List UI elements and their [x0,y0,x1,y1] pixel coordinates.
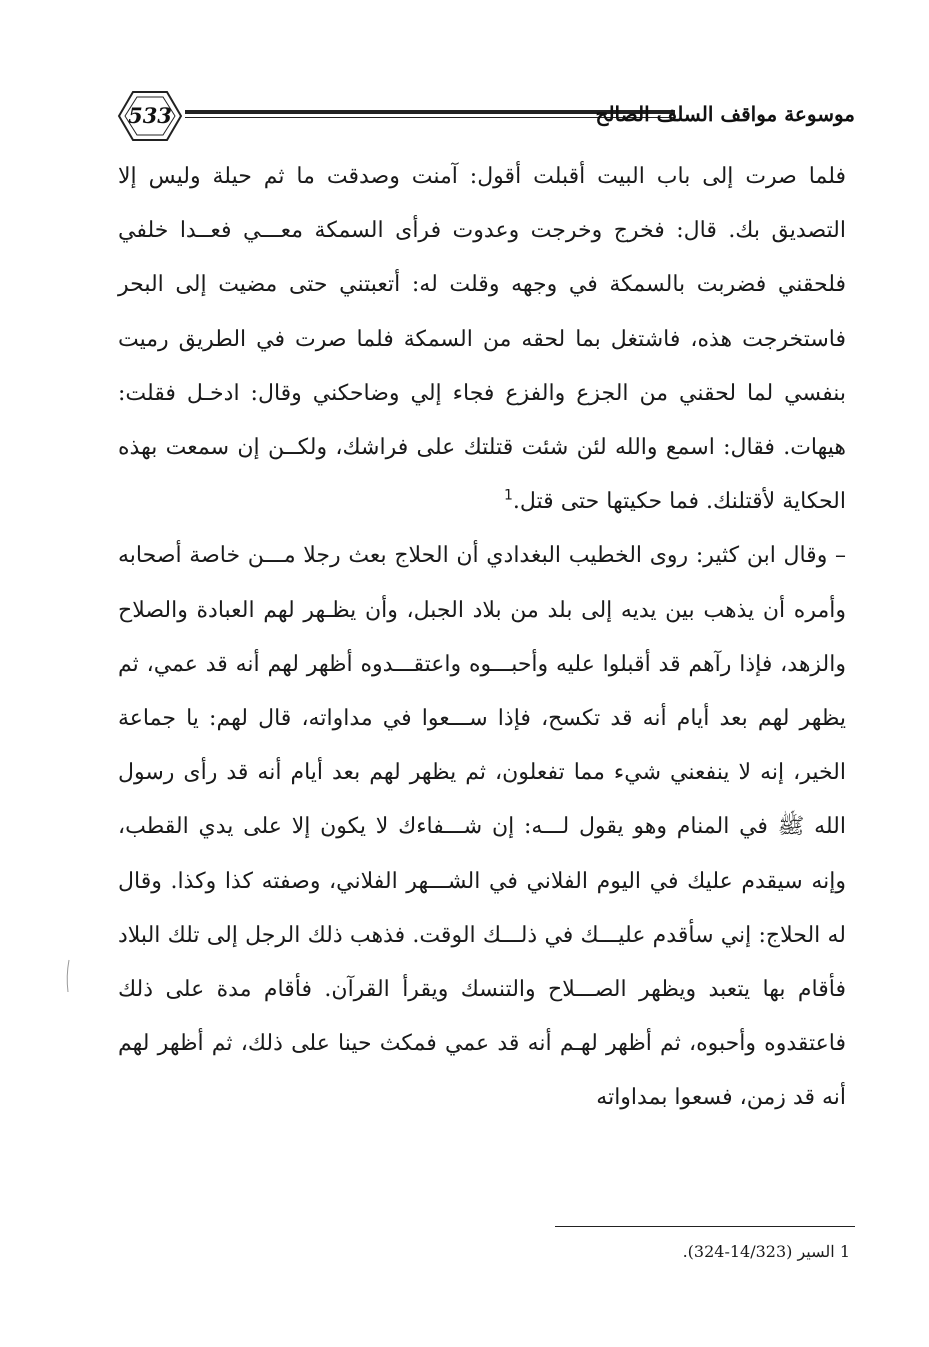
footnote [420,1238,850,1266]
page-number-badge [115,88,185,144]
page-body [118,150,846,1126]
page-number: 533 [128,103,172,128]
footnote-text: السير (14/323-324). [682,1242,835,1261]
paragraph: – وقال ابن كثير: روى الخطيب البغدادي أن الحلاج بعث رجلا مـــن خاصة أصحابه وأمره أن يذهب بين يديه إلى بلد من بلاد الجبل، وأن يظـهر لهم العبادة والصلاح والزهد، فإذا رآهم قد أقبلوا عليه وأحبـــوه واعتقـــدوه أظهر لهم أنه قد عمي، ثم يظهر لهم بعد أيام أنه قد تكسح، فإذا ســـعوا في مداواته، قال لهم: يا جماعة الخير، إنه لا ينفعني شيء مما تفعلون، ثم يظهر لهم بعد أيام أنه قد رأى رسول الله ﷺ في المنام وهو يقول لـــه: إن شـــفاءك لا يكون إلا على يدي القطب، وإنه سيقدم عليك في اليوم الفلاني في الشـــهر الفلاني، وصفته كذا وكذا. وقال له الحلاج: إني سأقدم عليـــك في ذلـــك الوقت. فذهب ذلك الرجل إلى تلك البلاد فأقام بها يتعبد ويظهر الصـــلاح والتنسك ويقرأ القرآن. فأقام مدة على ذلك فاعتقدوه وأحبوه، ثم أظهر لهـم أنه قد عمي فمكث حينا على ذلك، ثم أظهر لهم أنه قد زمن، فسعوا بمداواته [118,543,846,1111]
page-header [115,88,855,144]
margin-mark-icon [64,958,72,994]
paragraph [118,150,846,529]
footnote-divider [555,1226,855,1227]
footnote-reference[interactable]: 1 [503,487,513,504]
footnote-number: 1 [839,1242,850,1261]
paragraph-text: فلما صرت إلى باب البيت أقبلت أقول: آمنت وصدقت ما ثم حيلة وليس إلا التصديق بك. قال: فخرج وخرجت وعدوت فرأى السمكة معـــي فعــدا خلفي فلحقني فضربت بالسمكة في وجهه وقلت له: أتعبتني حتى مضيت إلى البحر فاستخرجت هذه، فاشتغل بما لحقه من السمكة فلما صرت في الطريق رميت بنفسي لما لحقني من الجزع والفزع فجاء إلي وضاحكني وقال: ادخـل فقلت: هيهات. فقال: اسمع والله لئن شئت قتلتك على فراشك، ولكــن إن سمعت بهذه الحكاية لأقتلنك. فما حكيتها حتى قتل. [118,164,846,515]
series-title: موسوعة مواقف السلف الصالح [595,102,855,126]
